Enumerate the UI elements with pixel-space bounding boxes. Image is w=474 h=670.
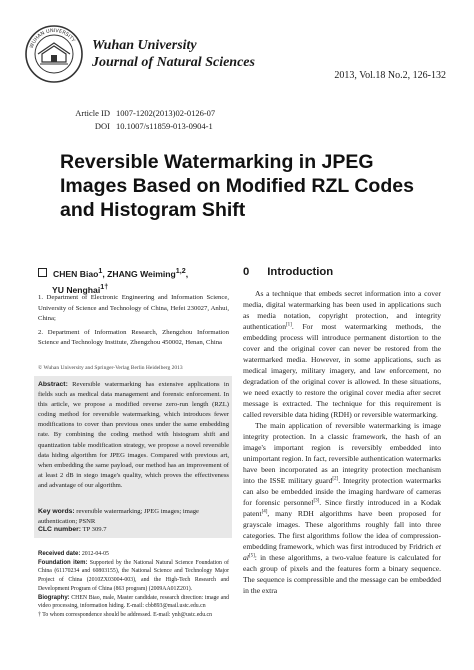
affiliation-item: 2. Department of Information Research, Zhengzhou Information Science and Technology Institute, Zhengzhou 450002, Henan, China <box>38 328 229 347</box>
section-number: 0 <box>243 266 250 278</box>
paragraph: The main application of reversible watermarking is image integrity protection. In a classic framework, the hash of an image's important region is reversibly embedded into unimportant region. In fact, reversible authentication watermarks have been incorporated as an integrity protection mechanism into the ISSE military guard[2]. Integrity protection watermarks can also be embedded inside the imaging hardware of cameras for forensic personnel[3]. Since firstly introduced in a Kodak patent[4], many RDH algorithms have been proposed for grayscale images. These algorithms roughly fall into three categories. The first algorithms follow the idea of compression-embedding framework, which was first introduced by Fridrich et al[5]: in these algorithms, a two-value feature is calculated for each group of pixels and the features form a binary sequence. The sequence is compressible and the message can be embedded in the extra <box>243 421 441 595</box>
biography-label: Biography: <box>38 594 70 601</box>
footnotes <box>38 550 229 620</box>
author-affiliation-mark: 1† <box>100 282 109 291</box>
author-name: YU Nenghai <box>52 284 101 295</box>
abstract <box>38 380 229 491</box>
section-title: Introduction <box>267 266 334 278</box>
citation: [1] <box>286 322 292 328</box>
title-line: and Histogram Shift <box>60 199 246 221</box>
affiliations <box>38 293 229 352</box>
author-affiliation-mark: 1,2 <box>175 267 186 275</box>
biography-text: CHEN Biao, male, Master candidate, research direction: image and video processing, information hiding. E-mail: cbb893@mail.ustc.edu.cn <box>38 594 229 610</box>
abstract-label: Abstract: <box>38 381 68 388</box>
paper-title <box>60 150 460 222</box>
article-id-value: 1007-1202(2013)02-0126-07 <box>116 108 216 118</box>
article-id-label: Article ID <box>75 108 110 118</box>
foundation-label: Foundation item: <box>38 559 88 566</box>
received-label: Received date: <box>38 551 81 557</box>
title-line: Reversible Watermarking in JPEG <box>60 151 374 173</box>
author-separator: , <box>185 268 189 279</box>
author-name: CHEN Biao <box>53 268 99 279</box>
section-heading <box>243 266 333 278</box>
keywords-label: Key words: <box>38 508 75 515</box>
author-separator: , <box>102 268 108 279</box>
introduction-body <box>243 288 441 596</box>
keywords <box>38 507 229 526</box>
doi-value: 10.1007/s11859-013-0904-1 <box>116 121 213 131</box>
journal-name-line1: Wuhan University <box>92 38 197 53</box>
abstract-text: Reversible watermarking has extensive applications in fields such as medical data management and forensic enforcement. In this article, we propose a modified reverse zero-run length (RZL) coding method for reversible watermarking, which introduces fewer modifications to cover than previous ones under the same embedding rate. By combining the coding method with histogram shift and quantization table modification strategy, we propose a novel reversible data hiding algorithm for JPEG images. Compared with previous art, when embedding the same payload, our method has an improvement of at least 2 dB in stego image's quality, which proves the effectiveness and advantage of our algorithm. <box>38 381 229 489</box>
doi-row <box>60 120 215 133</box>
journal-reference: 2013, Vol.18 No.2, 126-132 <box>334 70 446 81</box>
clc-number <box>38 526 107 533</box>
affiliation-item: 1. Department of Electronic Engineering and Information Science, University of Science and Technology of China, Hefei 230027, Anhui, China; <box>38 294 229 323</box>
keywords-text: reversible watermarking; JPEG images; image authentication; PSNR <box>38 508 199 525</box>
article-identifiers <box>60 107 215 133</box>
citation: [3] <box>313 498 320 504</box>
doi-label: DOI <box>94 121 110 131</box>
clc-value: TP 309.7 <box>82 526 107 533</box>
clc-label: CLC number: <box>38 526 82 533</box>
author-affiliation-mark: 1 <box>98 267 103 275</box>
title-line: Images Based on Modified RZL Codes <box>60 175 414 197</box>
received-value: 2012-04-05 <box>81 551 109 557</box>
citation: [2] <box>332 476 339 482</box>
paragraph: As a technique that embeds secret information into a cover media, digital watermarking has been used in applications such as media notation, copyright protection, and integrity authentication[1]. For most watermarking methods, the embedding process will introduce permanent distortion to the cover and the original cover can never be restored from the watermarked media. However, in some applications, such as medical imagery, military imagery, and law enforcement, no degradation of the original cover is allowed. In these situations, we need exactly to restore the original cover media after secret message is extracted. The technique for this requirement is called reversible data hiding (RDH) or reversible watermarking. <box>243 289 441 419</box>
author-list <box>38 265 228 297</box>
received-date <box>38 550 229 559</box>
et-al: et al <box>243 542 441 562</box>
journal-name <box>92 37 255 71</box>
journal-name-line2: Journal of Natural Sciences <box>92 55 255 70</box>
article-id-row <box>60 107 215 120</box>
citation: [4] <box>261 509 268 515</box>
copyright-notice: © Wuhan University and Springer-Verlag Berlin Heidelberg 2013 <box>38 365 183 371</box>
biography <box>38 594 229 611</box>
checkbox-square-icon <box>38 268 47 277</box>
citation: [5] <box>248 553 255 559</box>
foundation-text: Supported by the National Natural Science Foundation of China (61170234 and 60803155), the National Science and Technology Major Project of China (2010ZX03004-003), and the High-Tech Research and Development Program of China (863 program) (2009AA01Z201). <box>38 559 229 592</box>
author-name: ZHANG Weiming <box>107 268 176 279</box>
university-seal-logo <box>24 24 84 84</box>
seal-lettering: WUHAN UNIVERSITY <box>28 27 76 50</box>
corresponding-author-note: † To whom correspondence should be addressed. E-mail: ynh@ustc.edu.cn <box>38 611 213 618</box>
foundation-item <box>38 559 229 594</box>
